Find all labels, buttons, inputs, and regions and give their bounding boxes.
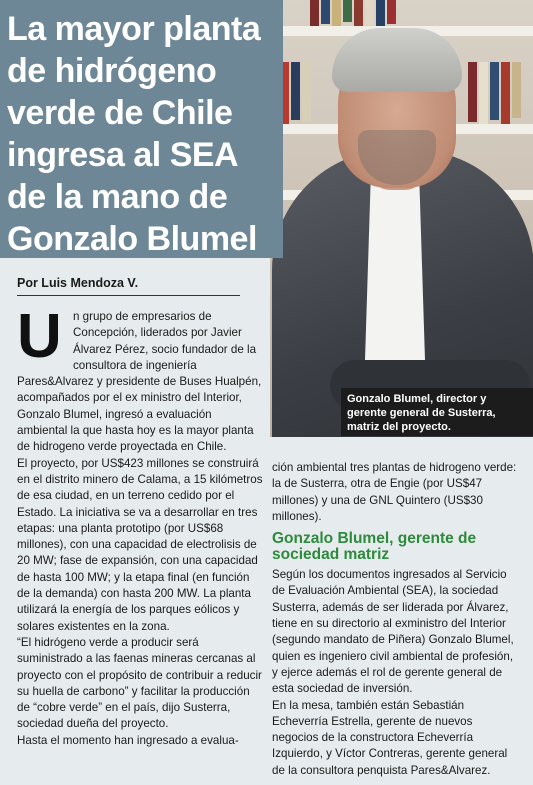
byline: Por Luis Mendoza V. [17, 276, 240, 296]
left-paragraph-1: n grupo de empresarios de Concepción, liderados por Javier Álvarez Pérez, socio fundador de la consultora de ingeniería Pares&Alvarez y presidente de Buses Hualpén, acompañados por el ex ministro del Interior, Gonzalo Blumel, ingresó a evaluación ambiental la que hasta hoy es la mayor planta de hidrogeno verde proyectada en Chile. [17, 310, 262, 454]
right-paragraph-1: Según los documentos ingresados al Servicio de Evaluación Ambiental (SEA), la sociedad Susterra, además de ser liderada por Álvarez, tiene en su directorio al exministro del Interior (segundo mandato de Piñera) Gonzalo Blumel, quien es ingeniero civil ambiental de profesión, y ejerce además el rol de gerente general de esta sociedad de inversión. [272, 568, 514, 696]
left-paragraph-4: Hasta el momento han ingresado a evalua- [17, 733, 239, 747]
drop-cap: U [17, 302, 62, 371]
left-paragraph-3: “El hidrógeno verde a producir será suministrado a las faenas mineras cercanas al proyecto con el propósito de contribuir a reducir su huella de carbono” y facilitar la producción de “cobre verde” en el país, dijo Susterra, sociedad dueña del proyecto. [17, 635, 262, 731]
left-paragraph-2: El proyecto, por US$423 millones se construirá en el distrito minero de Calama, a 15 kilómetros de esa ciudad, en un terreno cedido por el Estado. La iniciativa se va a desarrollar en tres etapas: una planta prototipo (por US$68 millones), con una capacidad de electrolisis de 20 MW; fase de expansión, con una capacidad de hasta 100 MW; y la etapa final (en función de la demanda) con hasta 200 MW. La planta utilizará la energía de los parques eólicos y solares existentes en la zona. [17, 456, 263, 633]
bookshelf-books-3 [468, 62, 521, 124]
photo-caption: Gonzalo Blumel, director y gerente general de Susterra, matriz del proyecto. [341, 388, 533, 436]
left-column [17, 302, 264, 749]
right-paragraph-intro: ción ambiental tres plantas de hidrogeno verde: la de Susterra, otra de Engie (por US$47 millones) y una de GNL Quintero (US$30 millones). [272, 461, 517, 523]
right-column [272, 460, 518, 779]
portrait-photo [270, 0, 533, 437]
section-subhead: Gonzalo Blumel, gerente de sociedad matriz [272, 530, 477, 564]
headline-box [0, 0, 283, 258]
right-paragraph-2: En la mesa, también están Sebastián Echeverría Estrella, gerente de nuevos negocios de la constructora Echeverría Izquierdo, y Víctor Contreras, gerente general de la consultora penquista Pares&Alvarez. [272, 698, 508, 777]
bookshelf-books-2 [280, 62, 311, 124]
person-hair [332, 28, 462, 92]
article-title: La mayor planta de hidrógeno verde de Chile ingresa al SEA de la mano de Gonzalo Blumel [7, 10, 261, 258]
bookshelf-books [310, 0, 396, 26]
person-shirt [365, 170, 425, 360]
